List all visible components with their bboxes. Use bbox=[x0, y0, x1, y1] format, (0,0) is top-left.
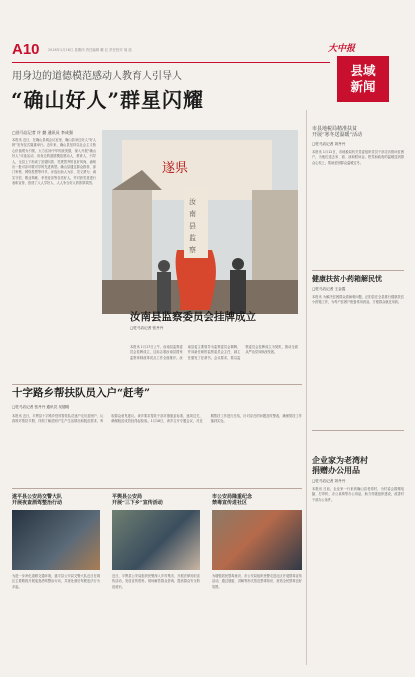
right-story-3 bbox=[312, 456, 404, 637]
lead-headline: “确山好人”群星闪耀 bbox=[11, 88, 205, 112]
gate-illustration bbox=[102, 130, 298, 314]
right-story-2 bbox=[312, 275, 404, 425]
right-story-byline: □驻马店记者 刘丹丹 bbox=[312, 479, 346, 483]
lead-photo bbox=[102, 130, 298, 314]
photo-caption-title: 汝南县监察委员会挂牌成立 bbox=[130, 311, 256, 323]
lead-body: 本报讯 近日，在确山县城会议室里，确山县身边好人“好人榜”发布仪式隆重举行。近年来，确山县坚持以社会主义核心价值观为引领，大力弘扬中华传统美德，深入开展“确山好人”评选活动，用身边的道德模范感动人、教育人、引导人，全县上下形成了崇德向善、见贤思齐的良好风尚，涌现出一批可亲可敬可学的先进典型。确山县通过群众推荐、部门审核、网络投票等环节，评选出助人为乐、见义勇为、诚实守信、敬业奉献、孝老爱亲等各类好人，并对获奖者进行表彰宣传，营造了人人学好人、人人争当好人的浓厚氛围。 bbox=[12, 138, 96, 186]
column-divider bbox=[306, 110, 307, 665]
mini-story-1 bbox=[12, 494, 100, 634]
story2-body: 本报讯 近日，平舆县十字路乡驻村帮扶队员逐户走访贫困户，认真核对帮扶手册，详细了解贫困户生产生活情况和脱贫需求，听取群众意见建议。该乡要求帮扶干部对照脱贫标准，逐项过关，确保脱贫成效经得起检验。1月18日，该乡召开专题会议，对近期帮扶工作进行总结，针对存在的问题及时整改，确保帮扶工作落到实处。 bbox=[12, 414, 302, 424]
mini-story-title: 遂平县公安局交警大队 开展夜查酒驾整治行动 bbox=[12, 494, 63, 507]
svg-text:监: 监 bbox=[189, 234, 196, 242]
photo-caption-body: 本报讯 1月17日上午，汝南县监察委员会挂牌成立，这标志着汝南县国家监察体制改革试点工作全面推开。汝南县委主要领导为监察委员会揭牌，并向新任职的监察委员会主任、副主任颁发了任命书。会议要求，要以监察委员会挂牌成立为契机，推动全面从严治党向纵深发展。 bbox=[130, 345, 298, 360]
page-number: A10 bbox=[12, 41, 40, 58]
section-title-text: 县域 新闻 bbox=[350, 63, 376, 94]
svg-text:察: 察 bbox=[189, 246, 196, 254]
story2-byline: □驻马店记者 张丹丹 通讯员 吴德刚 bbox=[12, 405, 70, 409]
right-story-1 bbox=[312, 126, 404, 250]
right-story-byline: □驻马店记者 王金霞 bbox=[312, 287, 346, 291]
mini-story-title: 市公安局隆重纪念 禁毒宣传进社区 bbox=[212, 494, 253, 507]
right-story-title: 市县地税局精准扶贫 开展“寒冬送温暖”活动 bbox=[312, 126, 363, 139]
lead-byline: □驻马店记者 许 勤 通讯员 李成强 bbox=[12, 130, 73, 135]
newspaper-logo: 大中报 bbox=[328, 44, 356, 54]
svg-text:南: 南 bbox=[189, 210, 196, 218]
mini-story-title: 平舆县公安局 开展“三下乡”宣传活动 bbox=[112, 494, 163, 507]
mini-story-3 bbox=[212, 494, 302, 634]
right-story-title: 企业家为老湾村 捐赠办公用品 bbox=[312, 455, 368, 475]
mini-story-2 bbox=[112, 494, 200, 634]
right-story-title: 健康扶贫小药箱解民忧 bbox=[312, 274, 382, 283]
right-story-body: 本报讯 日前，企业家一行来到确山县老湾村，为村委会捐赠电脑、打印机、办公桌椅等办公用品，助力村级组织建设，改善村干部办公条件。 bbox=[312, 487, 404, 502]
story2-headline: 十字路乡帮扶队员入户“赶考” bbox=[12, 387, 151, 399]
right-story-body: 本报讯 1月12日，市地税局机关党委组织党员干部走访慰问贫困户，为他们送去米、面、油和慰问金，把党和政府的温暖送到群众心坎上，帮助贫困群众温暖过冬。 bbox=[312, 149, 404, 165]
divider bbox=[12, 488, 302, 489]
svg-text:遂県: 遂県 bbox=[162, 161, 189, 176]
mini-story-body: 近日，平舆县公安局组织民警深入乡村集市，开展法律知识宣传活动，发放宣传资料，现场解答群众咨询，提高群众安全防范意识。 bbox=[112, 573, 200, 589]
svg-text:汝: 汝 bbox=[189, 198, 196, 206]
svg-text:县: 县 bbox=[189, 222, 196, 230]
section-title bbox=[337, 56, 389, 102]
divider bbox=[312, 430, 404, 431]
mini-story-photo bbox=[212, 510, 302, 570]
date-line: 2018年1月18日 星期四 责任编辑 戴 红 责任校对 闻 道 bbox=[48, 48, 132, 52]
mini-story-photo bbox=[112, 510, 200, 570]
lead-kicker: 用身边的道德模范感动人教育人引导人 bbox=[12, 71, 182, 82]
masthead-rule bbox=[12, 62, 330, 63]
mini-story-photo bbox=[12, 510, 100, 570]
divider bbox=[312, 270, 404, 271]
right-story-body: 本报讯 为解决贫困群众看病难问题，正阳县在全县推行健康扶贫小药箱工作，为每户贫困户配备常用药品，方便群众就近用药。 bbox=[312, 295, 404, 305]
mini-story-body: 为进一步净化道路交通环境，遂平县公安局交警大队近日在城区主要路段开展夜查酒驾整治行动，共查处酒后驾驶违法行为多起。 bbox=[12, 573, 100, 589]
mini-story-body: 为增强居民禁毒意识，市公安局组织民警走进社区开展禁毒宣传活动，通过展板、讲解等形式普及禁毒知识，营造全民禁毒良好氛围。 bbox=[212, 573, 302, 589]
right-story-byline: □驻马店记者 刘丹丹 bbox=[312, 141, 346, 146]
photo-caption-byline: □驻马店记者 张丹丹 bbox=[130, 326, 164, 330]
